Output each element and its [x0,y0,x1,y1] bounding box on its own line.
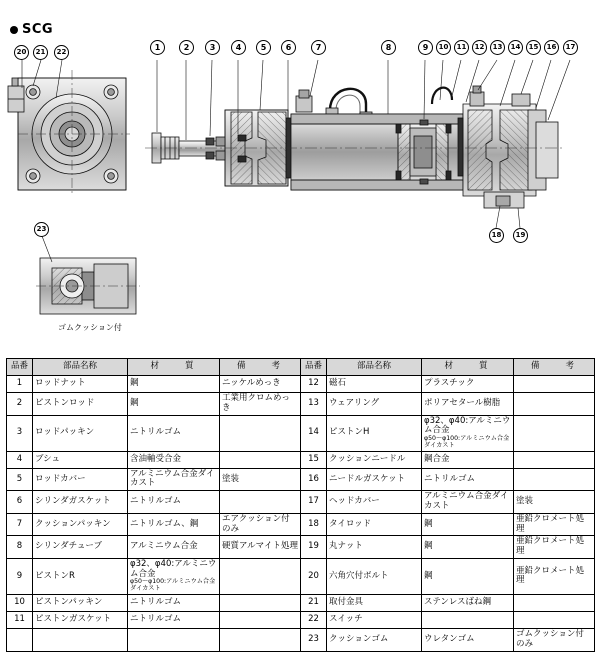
cell-no: 22 [301,611,327,628]
table-row [7,451,595,468]
cell-material: 鋼 [422,558,514,594]
cell-no: 14 [301,415,327,451]
cell-no-empty [7,628,33,651]
callout-14: 14 [508,40,523,55]
cell-material-line1: φ32、φ40:アルミニウム合金 [424,415,511,436]
cell-note [514,376,595,393]
table-row [7,628,595,651]
callout-4: 4 [231,40,246,55]
cell-material: 鋼 [128,376,220,393]
callout-16: 16 [544,40,559,55]
cell-name: 取付金具 [327,594,422,611]
callout-3: 3 [205,40,220,55]
cell-name: クッションゴム [327,628,422,651]
cell-note: 工業用クロムめっき [220,393,301,416]
cell-note [220,451,301,468]
header-note-right: 備 考 [514,359,595,376]
cell-note [514,393,595,416]
table-row [7,415,595,451]
cell-no: 4 [7,451,33,468]
cell-note: 亜鉛クロメート処理 [514,558,595,594]
cell-note [514,594,595,611]
cell-name: ロッドカバー [33,468,128,491]
cell-material [128,558,220,594]
callout-15: 15 [526,40,541,55]
cell-note [514,468,595,491]
table-header-row [7,359,595,376]
cell-no: 19 [301,536,327,559]
cell-note: 塗装 [514,491,595,514]
cell-no: 7 [7,513,33,536]
cell-name-empty [33,628,128,651]
cell-no: 10 [7,594,33,611]
cell-note: ゴムクッション付のみ [514,628,595,651]
header-material-right: 材 質 [422,359,514,376]
cell-note [220,415,301,451]
cell-note [514,611,595,628]
callout-11: 11 [454,40,469,55]
cell-no: 1 [7,376,33,393]
cell-material: ニトリルゴム [128,491,220,514]
cell-no: 17 [301,491,327,514]
cell-material-empty [128,628,220,651]
cell-note-empty [220,628,301,651]
table-row [7,376,595,393]
callout-23: 23 [34,222,49,237]
cell-no: 11 [7,611,33,628]
cell-no: 12 [301,376,327,393]
callout-20: 20 [14,45,29,60]
cell-material: アルミニウム合金ダイカスト [128,468,220,491]
cell-note: 亜鉛クロメート処理 [514,513,595,536]
cell-name: ピストンH [327,415,422,451]
detail-caption: ゴムクッション付 [58,323,122,332]
cell-material: ステンレスばね鋼 [422,594,514,611]
cell-no: 18 [301,513,327,536]
cell-material: 含油軸受合金 [128,451,220,468]
cell-no: 9 [7,558,33,594]
table-row [7,491,595,514]
callout-5: 5 [256,40,271,55]
callout-9: 9 [418,40,433,55]
callout-17: 17 [563,40,578,55]
header-material-left: 材 質 [128,359,220,376]
callout-10: 10 [436,40,451,55]
cell-name: ブシュ [33,451,128,468]
cell-no: 2 [7,393,33,416]
parts-table-container [6,358,594,652]
cell-no: 23 [301,628,327,651]
cell-material: ニトリルゴム [128,415,220,451]
cell-name: 磁石 [327,376,422,393]
cell-material-line2: φ50～φ100:アルミニウム合金ダイカスト [130,578,216,593]
callout-1: 1 [150,40,165,55]
cell-material: 鋼 [128,393,220,416]
cell-name: スイッチ [327,611,422,628]
callout-21: 21 [33,45,48,60]
cell-note: 塗装 [220,468,301,491]
callout-19: 19 [513,228,528,243]
cell-note: ニッケルめっき [220,376,301,393]
table-row [7,611,595,628]
cell-material [422,415,514,451]
cell-name: タイロッド [327,513,422,536]
table-row [7,393,595,416]
cell-name: 六角穴付ボルト [327,558,422,594]
table-row [7,513,595,536]
callout-22: 22 [54,45,69,60]
cell-no: 5 [7,468,33,491]
callout-7: 7 [311,40,326,55]
cell-material: 鋼 [422,536,514,559]
cell-name: 丸ナット [327,536,422,559]
cell-no: 3 [7,415,33,451]
cell-note [220,611,301,628]
table-row [7,558,595,594]
cell-material: ニトリルゴム [128,594,220,611]
callout-12: 12 [472,40,487,55]
header-note-left: 備 考 [220,359,301,376]
header-name-right: 部品名称 [327,359,422,376]
header-no-left: 品番 [7,359,33,376]
cell-material: アルミニウム合金ダイカスト [422,491,514,514]
table-row [7,536,595,559]
cell-name: ピストンR [33,558,128,594]
cell-name: ピストンガスケット [33,611,128,628]
cell-note: 硬質アルマイト処理 [220,536,301,559]
callout-18: 18 [489,228,504,243]
cell-material: ウレタンゴム [422,628,514,651]
table-row [7,468,595,491]
cell-note [514,451,595,468]
cell-material: ニトリルゴム [422,468,514,491]
cell-material: ポリアセタール樹脂 [422,393,514,416]
callout-6: 6 [281,40,296,55]
cell-name: ウェアリング [327,393,422,416]
cell-no: 21 [301,594,327,611]
header-name-left: 部品名称 [33,359,128,376]
header-no-right: 品番 [301,359,327,376]
cell-name: ピストンパッキン [33,594,128,611]
cell-material: 鋼 [422,513,514,536]
cell-no: 16 [301,468,327,491]
cell-note [220,558,301,594]
cell-name: ニードルガスケット [327,468,422,491]
cell-note: エアクッション付のみ [220,513,301,536]
table-row [7,594,595,611]
cell-no: 13 [301,393,327,416]
cell-note: 亜鉛クロメート処理 [514,536,595,559]
page-title-text: SCG [22,22,54,37]
cell-name: ロッドパッキン [33,415,128,451]
cell-name: ピストンロッド [33,393,128,416]
cell-note [220,594,301,611]
cell-name: シリンダガスケット [33,491,128,514]
cell-material-line1: φ32、φ40:アルミニウム合金 [130,558,217,579]
cell-name: ヘッドカバー [327,491,422,514]
cell-no: 6 [7,491,33,514]
callout-13: 13 [490,40,505,55]
parts-table [6,358,595,652]
cell-material-line2: φ50～φ100:アルミニウム合金ダイカスト [424,435,510,449]
cell-material: ニトリルゴム、鋼 [128,513,220,536]
cell-material: ニトリルゴム [128,611,220,628]
cell-note [514,415,595,451]
cell-material [422,611,514,628]
cell-no: 8 [7,536,33,559]
cell-name: シリンダチューブ [33,536,128,559]
cell-note [220,491,301,514]
cell-no: 15 [301,451,327,468]
callout-8: 8 [381,40,396,55]
callout-2: 2 [179,40,194,55]
cell-material: プラスチック [422,376,514,393]
cell-material: 鋼合金 [422,451,514,468]
cell-name: クッションパッキン [33,513,128,536]
cell-name: クッションニードル [327,451,422,468]
cell-material: アルミニウム合金 [128,536,220,559]
cell-no: 20 [301,558,327,594]
cell-name: ロッドナット [33,376,128,393]
